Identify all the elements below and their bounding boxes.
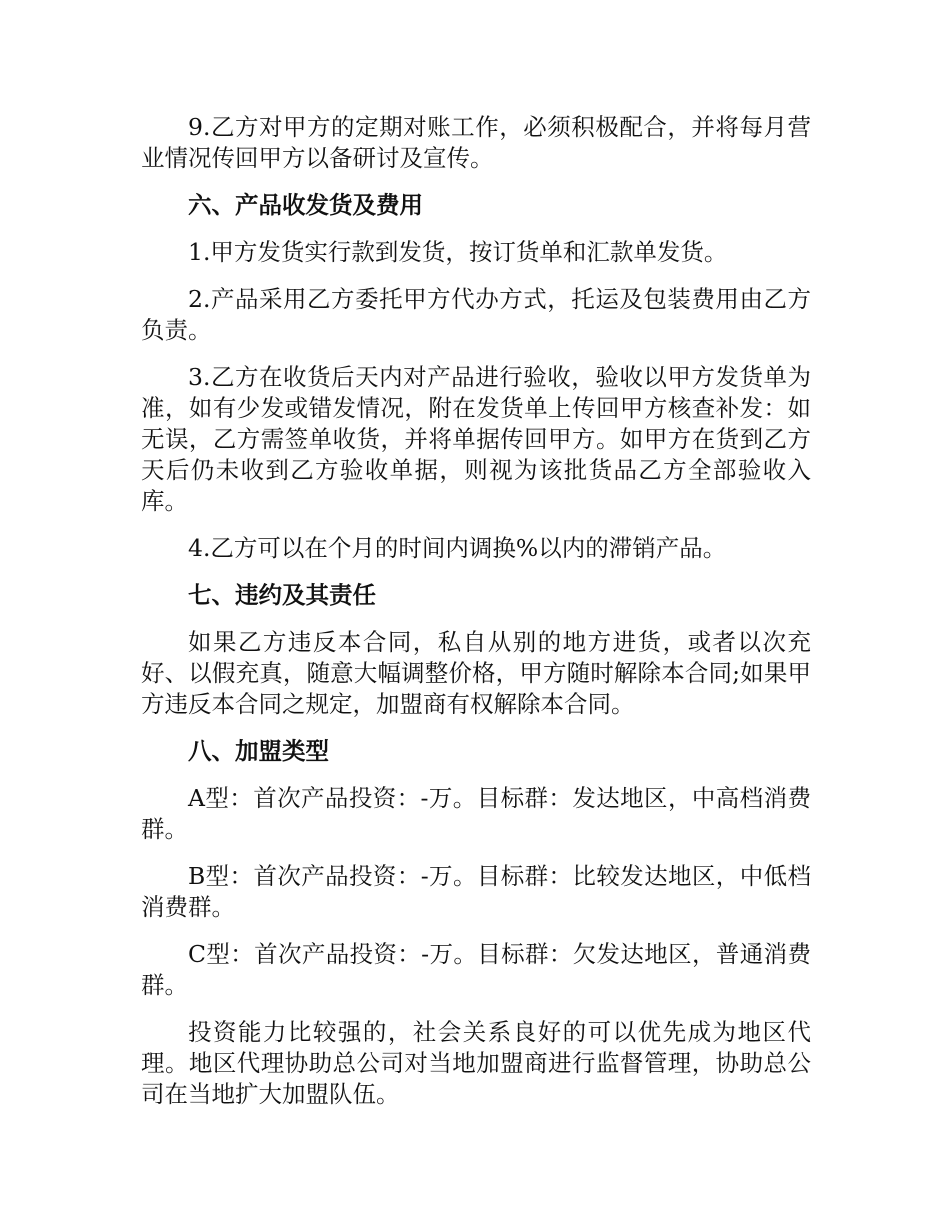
section-8-heading: 八、加盟类型 [188,737,329,765]
clause-6-3-paragraph: 3.乙方在收货后天内对产品进行验收，验收以甲方发货单为准，如有少发或错发情况，附在发货单上传回甲方核查补发：如无误，乙方需签单收货，并将单据传回甲方。如甲方在货到乙方天后仍未收到乙方验收单据，则视为该批货品乙方全部验收入库。 [141,363,811,515]
clause-6-1-paragraph: 1.甲方发货实行款到发货，按订货单和汇款单发货。 [188,238,728,266]
clause-6-2-paragraph: 2.产品采用乙方委托甲方代办方式，托运及包装费用由乙方负责。 [141,285,811,344]
clause-9-paragraph: 9.乙方对甲方的定期对账工作，必须积极配合，并将每月营业情况传回甲方以备研讨及宣传。 [141,113,811,172]
document-page [141,112,811,1126]
type-c-paragraph: C型：首次产品投资：-万。目标群：欠发达地区，普通消费群。 [141,940,811,999]
section-6-heading: 六、产品收发货及费用 [188,191,423,219]
regional-agent-paragraph: 投资能力比较强的，社会关系良好的可以优先成为地区代理。地区代理协助总公司对当地加盟商进行监督管理，协助总公司在当地扩大加盟队伍。 [141,1018,811,1108]
type-a-paragraph: A型：首次产品投资：-万。目标群：发达地区，中高档消费群。 [141,784,811,843]
section-7-heading: 七、违约及其责任 [188,581,376,609]
clause-6-4-paragraph: 4.乙方可以在个月的时间内调换%以内的滞销产品。 [188,534,727,562]
section-7-paragraph: 如果乙方违反本合同，私自从别的地方进货，或者以次充好、以假充真，随意大幅调整价格，甲方随时解除本合同;如果甲方违反本合同之规定，加盟商有权解除本合同。 [141,628,811,718]
type-b-paragraph: B型：首次产品投资：-万。目标群：比较发达地区，中低档消费群。 [141,862,811,921]
